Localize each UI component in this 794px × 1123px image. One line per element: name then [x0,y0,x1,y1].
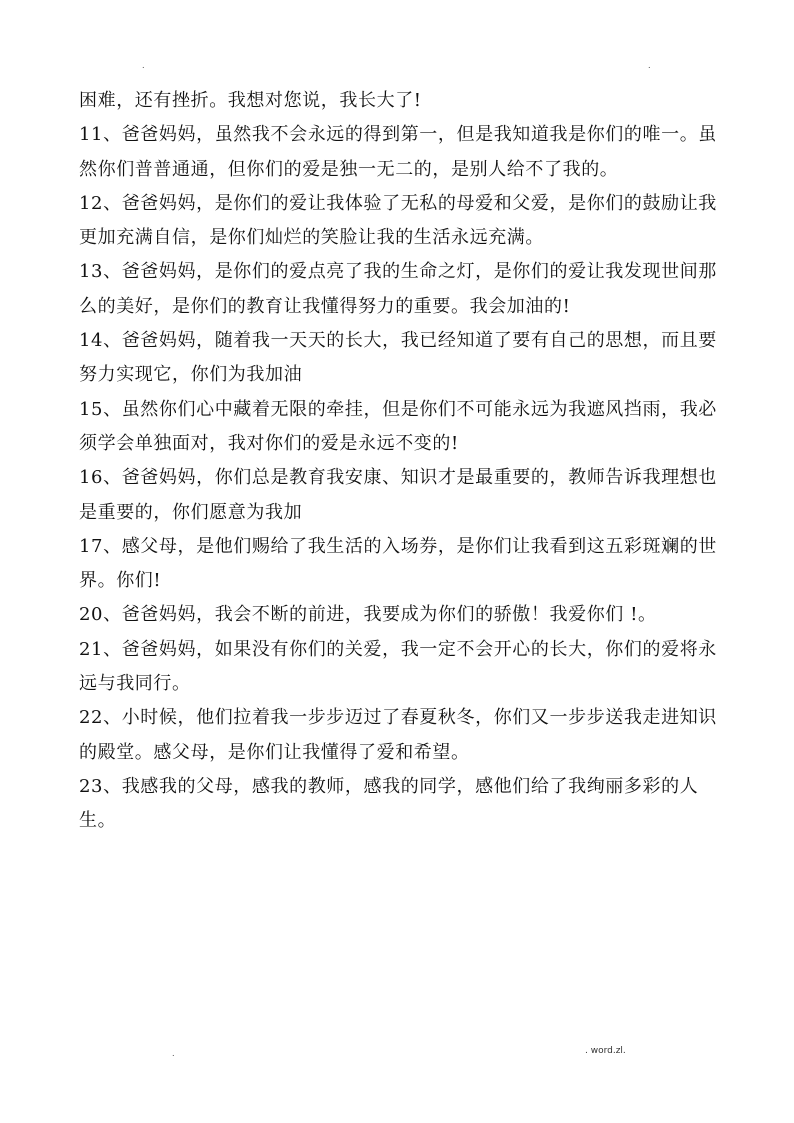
header-right-dot: . [648,61,651,70]
paragraph-21: 21、爸爸妈妈，如果没有你们的关爱，我一定不会开心的长大，你们的爱将永远与我同行。 [79,638,717,695]
paragraph-23: 23、我感我的父母，感我的教师，感我的同学，感他们给了我绚丽多彩的人生。 [79,775,699,832]
footer-left-dot: . [172,1049,175,1058]
paragraph-11: 11、爸爸妈妈，虽然我不会永远的得到第一，但是我知道我是你们的唯一。虽然你们普普通通，但你们的爱是独一无二的，是别人给不了我的。 [79,124,717,180]
paragraph-22: 22、小时候，他们拉着我一步步迈过了春夏秋冬，你们又一步步送我走进知识的殿堂。感父母，是你们让我懂得了爱和希望。 [79,707,717,763]
paragraph-17: 17、感父母，是他们赐给了我生活的入场券，是你们让我看到这五彩斑斓的世界。你们! [79,535,717,592]
footer-watermark-text: . word.zl. [585,1046,626,1056]
paragraph-13: 13、爸爸妈妈，是你们的爱点亮了我的生命之灯，是你们的爱让我发现世间那么的美好，是你们的教育让我懂得努力的重要。我会加油的! [79,261,717,317]
paragraph-12: 12、爸爸妈妈，是你们的爱让我体验了无私的母爱和父爱，是你们的鼓励让我更加充满自信，是你们灿烂的笑脸让我的生活永远充满。 [79,192,717,249]
paragraph-16: 16、爸爸妈妈，你们总是教育我安康、知识才是最重要的，教师告诉我理想也是重要的，你们愿意为我加 [79,467,717,523]
paragraph-14: 14、爸爸妈妈，随着我一天天的长大，我已经知道了要有自己的思想，而且要努力实现它，你们为我加油 [79,330,717,386]
paragraph-15: 15、虽然你们心中藏着无限的牵挂，但是你们不可能永远为我遮风挡雨，我必须学会单独面对，我对你们的爱是永远不变的! [79,398,717,454]
paragraph-continuation: 困难，还有挫折。我想对您说，我长大了! [79,90,422,111]
paragraph-20: 20、爸爸妈妈，我会不断的前进，我要成为你们的骄傲！我爱你们 !。 [79,604,657,626]
document-body [79,84,719,839]
header-left-dot: . [142,61,145,70]
